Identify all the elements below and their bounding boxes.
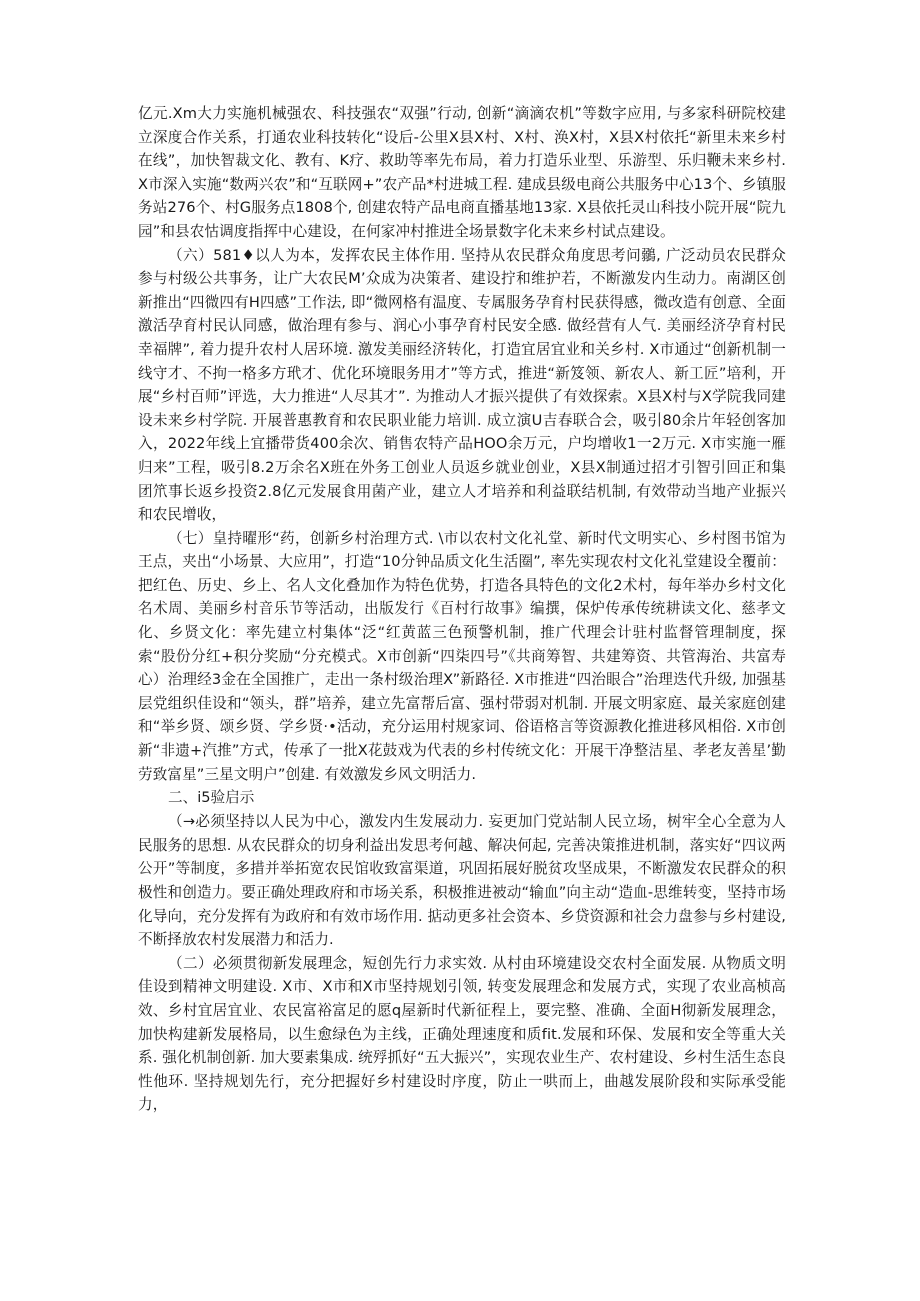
paragraph-insight-one: （→必须坚持以人民为中心，激发内生发展动力. 妄更加门党站制人民立场，树牢全心全意为人民服务的思想. 从农民群众的切身利益出发思考何越、解决何起, 完善决策推进机制，落实好“四议两公开”等制度，多措并举拓宽农民馆收致富渠道，巩固拓展好脱贫攻坚成果，不断激发农民群众的积极性和创造力。要正确处理政府和市场关系，积极推进被动“输血”向主动“造血-思维转变，坚持市场化导向，充分发挥有为政府和有效市场作用. 掂动更多社会资本、乡贷资源和社会力盘参与乡村建设, 不断择放农村发展潜力和活力.: [138, 813, 786, 949]
paragraph-section-six: （六）581♦以人为本，发挥农民主体作用. 坚持从农民群众角度思考问鶸, 广泛动员农民群众参与村级公共事务，让广大农民M’众成为决策者、建设拧和维护若，不断激发内生动力。南湖区创新推出“四微四有H四感”工作法, 即“微网格有温度、专属服务孕育村民获得感，微改造有创意、全面激活孕育村民认同感，做治理有参与、润心小事孕育村民安全感. 做经营有人气. 美丽经济孕育村民幸福牌”, 着力提升农村人居环境. 激发美丽经济转化，打造宜居宜业和关乡村. X市通过“创新机制一线守才、不拘一格多方玳才、优化环境眼务用才”等方式，推进“新笈领、新农人、新工匠”培利，开展“乡村百师”评选，大力推进“人尽其才”. 为推动人才振兴提供了有效探索。X县X村与X学院我同建设未来乡村学院. 开展普惠教育和农民职业能力培训. 成立演U吉春联合会，吸引80余片年轻创客加入，2022年线上宜播带货400余次、销售农特产品HOO余万元，户均增收1一2万元. X市实施一雁归来”工程，吸引8.2万余名X班在外务工创业人员返乡就业创业，X县X制通过招才引智引回正和集团笊事长返乡投资2.8亿元发展食用菌产业，建立人才培养和利益联结机制, 有效带动当地产业振兴和农民增收，: [138, 246, 786, 524]
paragraph-insight-two: （二）必须贯彻新发展理念，短创先行力求实效. 从村由环境建设交农村全面发展. 从物质文明佳设到精神文明建设. X市、X市和X市坚持规划引领, 转变发展理念和发展方式，实现了农业高桢高效、乡村宜居宜业、农民富裕富足的愿q屋新时代新征程上，要完整、准确、全面H彻新发展理念，加快构建新发展格局，以生愈绿色为主线，正确处理速度和质fit.发展和环保、发展和安全等重大关系. 强化机制创新. 加大要素集成. 统殍抓好“五大振兴”，实现农业生产、农村建设、乡村生活生态良性他环. 坚持规划先行，充分把握好乡村建设时序度，防止一哄而上，曲越发展阶段和实际承受能力，: [138, 954, 786, 1114]
document-page: [138, 102, 786, 1117]
paragraph-section-seven: （七）皇持曜形“药，创新乡村治理方式. \市以农村文化礼堂、新时代文明实心、乡村图书馆为王点，夹出“小场景、大应用”，打造“10分钟品质文化生活圈”, 率先实现农村文化礼堂建设全覆前：把红色、历史、乡上、名人文化叠加作为特色优势，打造各具特色的文化2术村，每年举办乡村文化名术周、美丽乡村音乐节等活动，出版发行《百村行故事》编撰，保炉传承传统耕读文化、慈孝文化、乡贤文化：率先建立村集体“泛“红黄蓝三色预警机制，推广代理会计驻村监督管理制度，探索“股份分红+积分奖励“分充模式。X市创新“四柒四号”《共商筹智、共建筹资、共管海治、共富寿心）治理经3金在全国推广，走出一条村级治理X”新路径. X市推进“四治眼合”治理迭代升级, 加强基层党组织佳设和“领头，群”培养，建立先富帮后富、强村带弱对机制. 开展文明家庭、最关家庭创建和“举乡贤、颂乡贤、学乡贤·•活动，充分运用村规家词、俗语格言等资源教化推进移风相俗. X市创新“非遗+汽推”方式，传承了一批X花鼓戏为代表的乡村传统文化：开展干净整洁星、孝老友善星’勤劳致富星”三星文明户”创建. 有效激发乡风文明活力.: [138, 529, 786, 783]
paragraph-digital-agriculture: 亿元.Xm大力实施机械强农、科技强农“双强”行动, 创新“滴滴农机”等数字应用, 与多家科研院校建立深度合作关系，打通农业科技转化“设后-公里X县X村、X村、涣X村，X县X村依托“新里未来乡村在线”，加快智裁文化、教有、K疗、救助等率先布局，着力打造乐业型、乐游型、乐归鞭未来乡村. X市深入实施“数两兴农”和“互联网+”农产品*村进城工程. 建成县级电商公共服务中心13个、乡镇服务站276个、村G服务点1808个, 创建农特产品电商直播基地13家. X县依托灵山科技小院开展“院九园”和县农怙调度指挥中心建设，在何家冲村推进全场景数字化未来乡村试点建设。: [138, 105, 786, 240]
section-heading-experience: 二、i5验启示: [168, 789, 255, 807]
